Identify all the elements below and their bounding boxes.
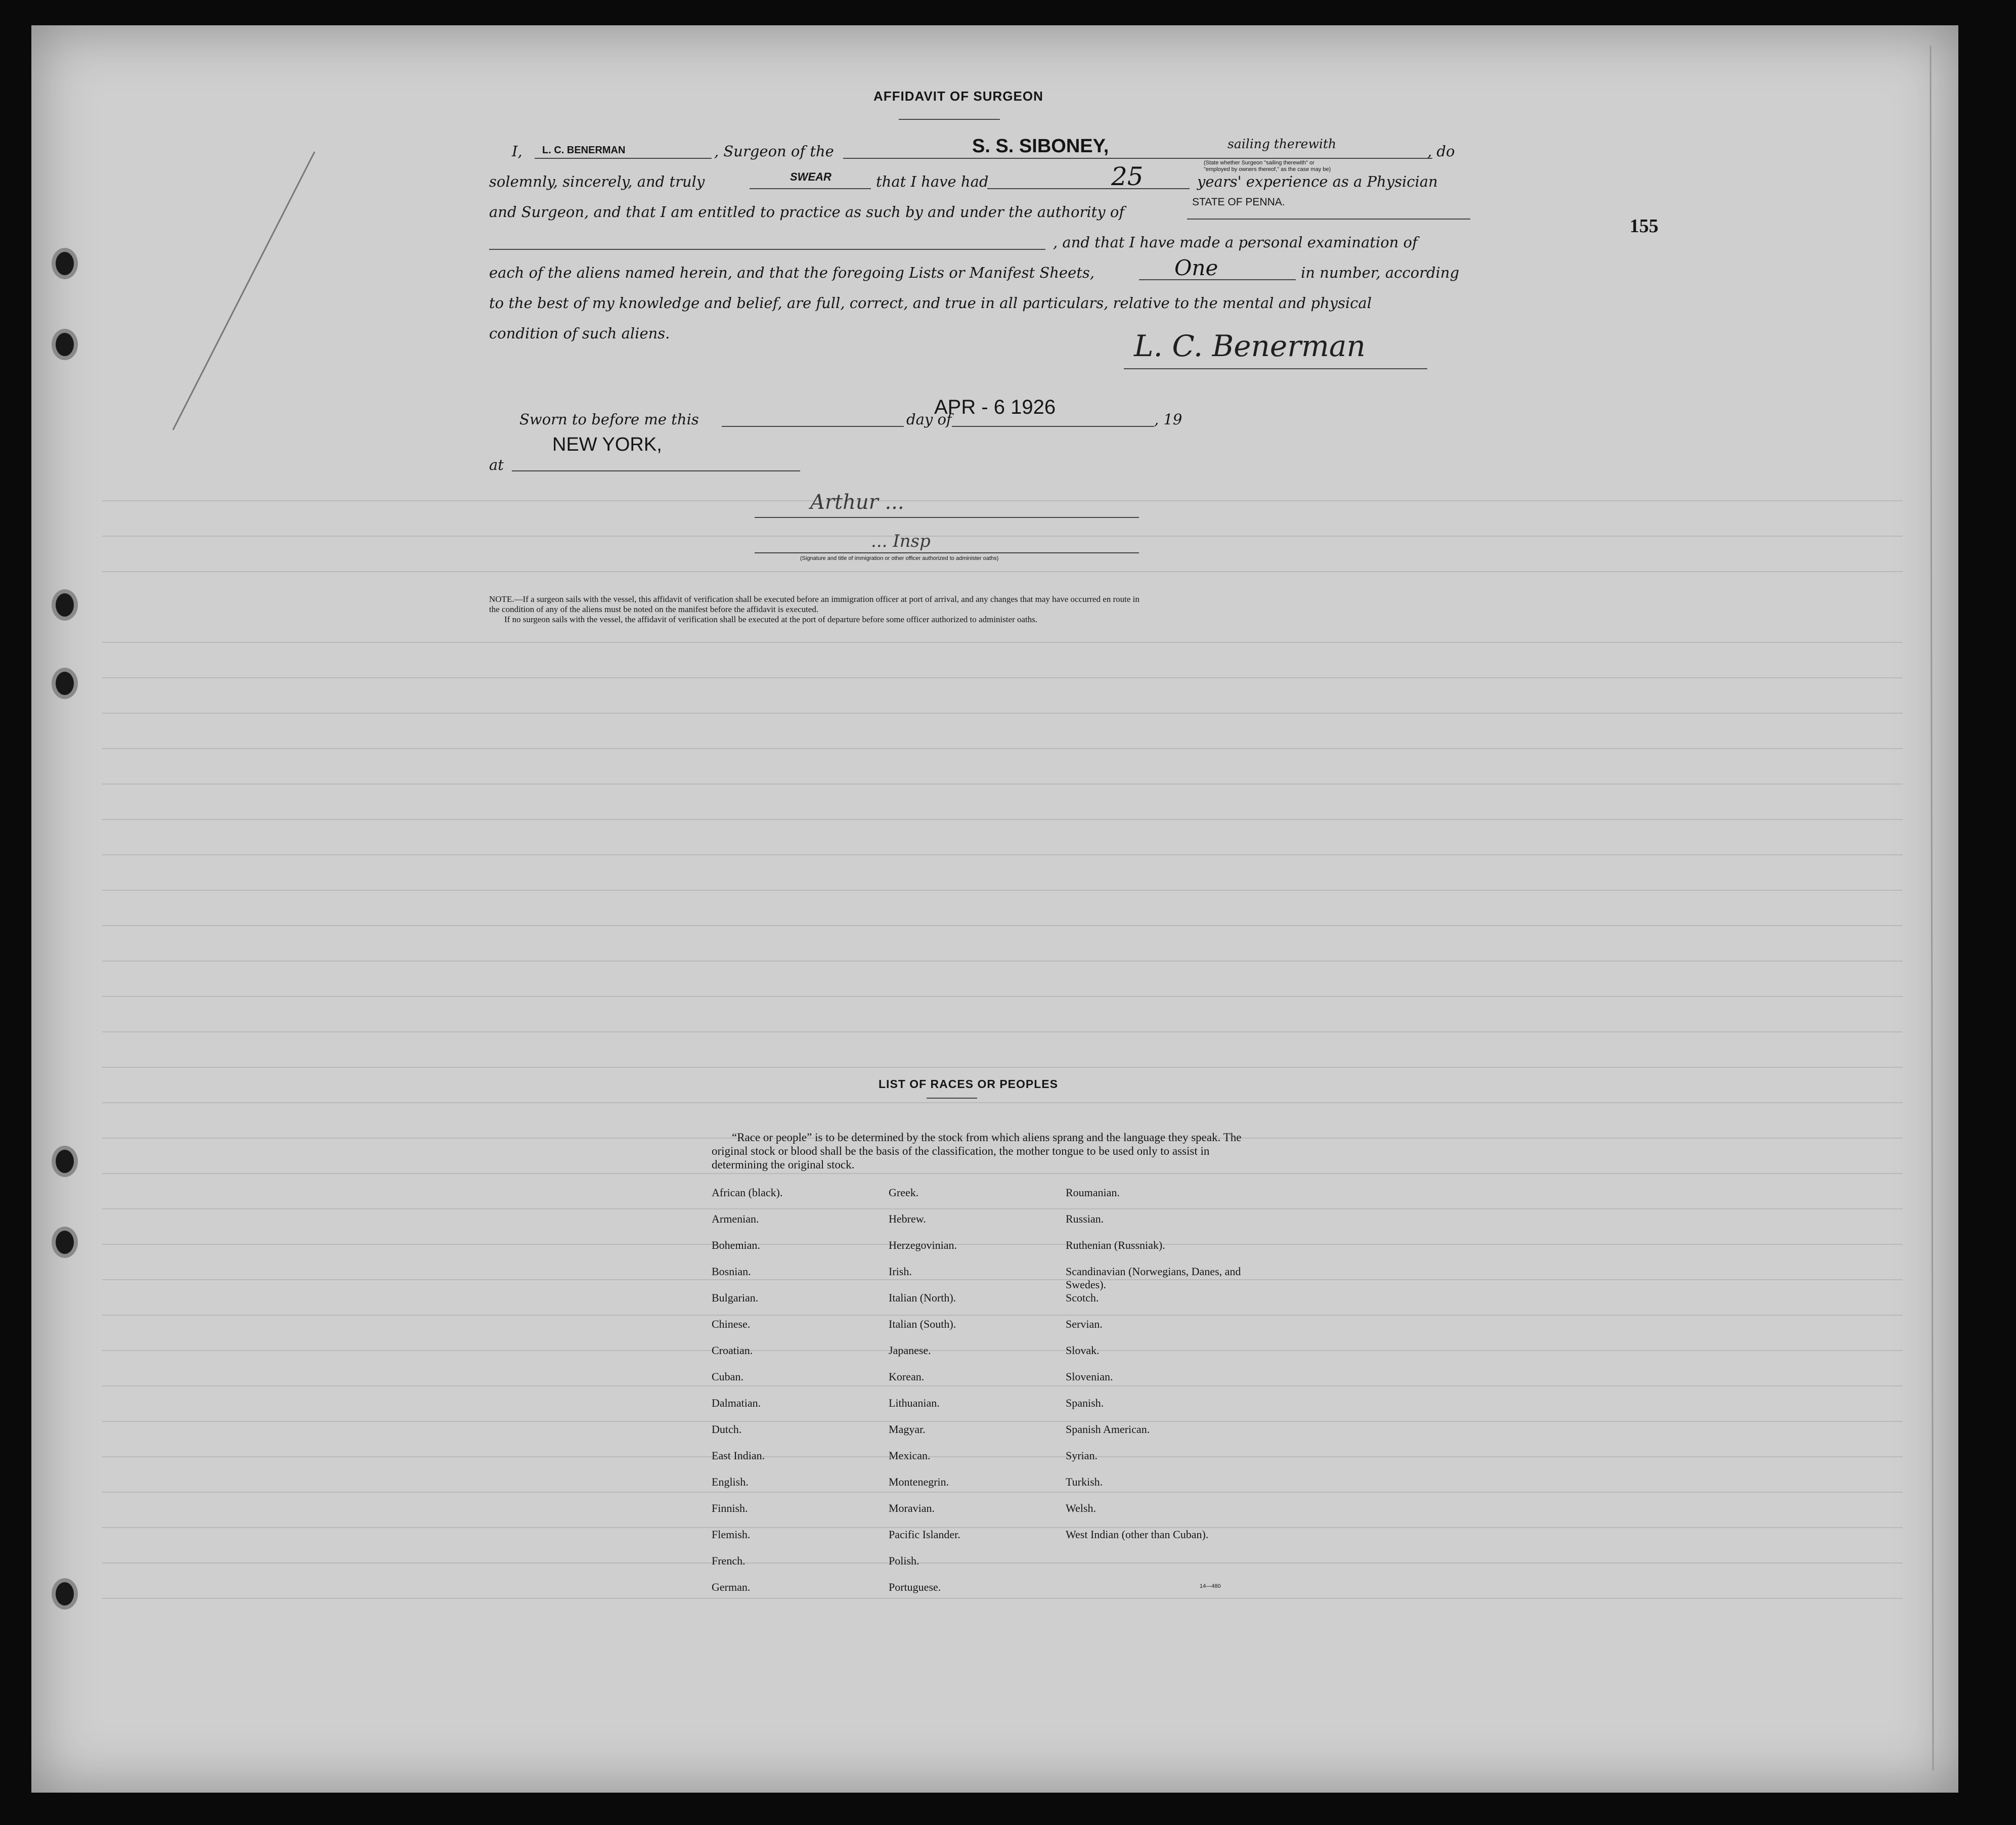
race-entry: West Indian (other than Cuban).: [1066, 1528, 1209, 1541]
race-entry: Turkish.: [1066, 1475, 1103, 1488]
surgeon-status: sailing therewith: [1228, 137, 1337, 151]
fill-line: [722, 426, 904, 427]
race-entry: Scotch.: [1066, 1291, 1099, 1304]
affidavit-text: , Surgeon of the: [714, 143, 834, 160]
title-rule: [927, 1098, 977, 1099]
race-entry: Portuguese.: [889, 1581, 941, 1593]
fill-line: [843, 158, 1207, 159]
state-note: (State whether Surgeon "sailing therewith" or "employed by owners thereof," as the case may be): [1204, 160, 1331, 172]
oath-word: SWEAR: [790, 170, 831, 183]
manifest-sheet: [31, 25, 1958, 1793]
race-entry: Scandinavian (Norwegians, Danes, and Swedes).: [1066, 1265, 1241, 1291]
race-entry: Moravian.: [889, 1502, 935, 1514]
note-line-2: the condition of any of the aliens must be noted on the manifest before the affidavit is executed.: [489, 604, 819, 614]
affidavit-text: that I have had: [876, 173, 989, 190]
affidavit-text: and Surgeon, and that I am entitled to practice as such by and under the authority of: [489, 203, 1125, 221]
fill-line: [489, 249, 1045, 250]
race-entry: Korean.: [889, 1370, 925, 1383]
race-entry: Bohemian.: [712, 1239, 760, 1251]
affidavit-text: each of the aliens named herein, and that the foregoing Lists or Manifest Sheets,: [489, 264, 1095, 281]
affidavit-title: AFFIDAVIT OF SURGEON: [873, 89, 1043, 104]
race-entry: Russian.: [1066, 1212, 1104, 1225]
affidavit-text: , and that I have made a personal examination of: [1053, 234, 1418, 251]
race-entry: Slovenian.: [1066, 1370, 1113, 1383]
races-intro: “Race or people” is to be determined by the stock from which aliens sprang and the language they speak. The original stock or blood shall be the basis of the classification, the mother tongue to be used only to assist in determining the original stock.: [712, 1131, 1242, 1171]
note-line-3: If no surgeon sails with the vessel, the affidavit of verification shall be executed at the port of departure before some officer authorized to administer oaths.: [504, 615, 1038, 624]
form-number: 14—480: [1200, 1583, 1221, 1589]
race-entry: Armenian.: [712, 1212, 759, 1225]
race-entry: Croatian.: [712, 1344, 753, 1357]
fill-line: [1187, 219, 1470, 220]
title-rule: [899, 119, 1000, 120]
race-entry: Slovak.: [1066, 1344, 1100, 1357]
race-entry: Roumanian.: [1066, 1186, 1120, 1199]
race-entry: German.: [712, 1581, 751, 1593]
race-entry: Spanish.: [1066, 1397, 1104, 1409]
sworn-text: Sworn to before me this: [519, 411, 699, 428]
fill-line: [952, 426, 1154, 427]
race-entry: Servian.: [1066, 1318, 1103, 1330]
manifest-sheet-count: One: [1174, 255, 1218, 280]
race-entry: Italian (North).: [889, 1291, 956, 1304]
race-entry: Flemish.: [712, 1528, 751, 1541]
surgeon-name: L. C. BENERMAN: [542, 145, 626, 156]
page-number: 155: [1630, 215, 1658, 237]
officer-caption: (Signature and title of immigration or other officer authorized to administer oaths): [800, 555, 999, 561]
fill-line: [755, 517, 1139, 518]
races-title: LIST OF RACES OR PEOPLES: [879, 1077, 1058, 1091]
race-entry: Lithuanian.: [889, 1397, 940, 1409]
race-entry: Bosnian.: [712, 1265, 751, 1278]
race-entry: Spanish American.: [1066, 1423, 1150, 1436]
ship-name: S. S. SIBONEY,: [972, 136, 1109, 157]
affidavit-text: , do: [1427, 143, 1455, 160]
races-column-2: [889, 1186, 1050, 1593]
fill-line: [987, 188, 1190, 189]
race-entry: Magyar.: [889, 1423, 926, 1436]
sworn-date: APR - 6 1926: [934, 396, 1056, 418]
affidavit-text: in number, according: [1301, 264, 1460, 281]
race-entry: Mexican.: [889, 1449, 931, 1462]
fill-line: [755, 552, 1139, 553]
races-column-1: [712, 1186, 873, 1593]
affidavit-text: condition of such aliens.: [489, 325, 670, 342]
race-entry: Hebrew.: [889, 1212, 926, 1225]
race-entry: East Indian.: [712, 1449, 765, 1462]
race-entry: Bulgarian.: [712, 1291, 759, 1304]
races-column-3: [1066, 1186, 1263, 1581]
fill-line: [750, 188, 871, 189]
signature-line: [1124, 368, 1427, 369]
race-entry: Montenegrin.: [889, 1475, 949, 1488]
race-entry: Pacific Islander.: [889, 1528, 960, 1541]
race-entry: English.: [712, 1475, 749, 1488]
race-entry: Irish.: [889, 1265, 912, 1278]
officer-title: ... Insp: [871, 531, 931, 551]
race-entry: French.: [712, 1554, 746, 1567]
sworn-text: at: [489, 456, 504, 473]
practice-authority: STATE OF PENNA.: [1192, 196, 1285, 208]
sworn-text: , 19: [1154, 411, 1182, 428]
race-entry: Japanese.: [889, 1344, 931, 1357]
race-entry: Welsh.: [1066, 1502, 1096, 1514]
fill-line: [1200, 158, 1432, 159]
race-entry: Herzegovinian.: [889, 1239, 957, 1251]
affidavit-text: years' experience as a Physician: [1197, 173, 1438, 190]
race-entry: African (black).: [712, 1186, 783, 1199]
race-entry: Chinese.: [712, 1318, 751, 1330]
officer-signature: Arthur ...: [810, 491, 904, 514]
race-entry: Syrian.: [1066, 1449, 1098, 1462]
race-entry: Finnish.: [712, 1502, 748, 1514]
race-entry: Ruthenian (Russniak).: [1066, 1239, 1165, 1251]
race-entry: Italian (South).: [889, 1318, 956, 1330]
race-entry: Greek.: [889, 1186, 919, 1199]
affidavit-text: solemnly, sincerely, and truly: [489, 173, 705, 190]
race-entry: Dalmatian.: [712, 1397, 761, 1409]
race-entry: Dutch.: [712, 1423, 742, 1436]
fill-line: [535, 158, 712, 159]
fill-line: [512, 470, 800, 471]
race-entry: Cuban.: [712, 1370, 743, 1383]
note-line-1: NOTE.—If a surgeon sails with the vessel, this affidavit of verification shall be executed before an immigration officer at port of arrival, and any changes that may have occurred en route in: [489, 594, 1140, 604]
sworn-text: day of: [906, 411, 952, 428]
sworn-place: NEW YORK,: [552, 434, 662, 455]
race-entry: Polish.: [889, 1554, 919, 1567]
surgeon-signature: L. C. Benerman: [1134, 329, 1366, 363]
affidavit-text: I,: [512, 143, 522, 160]
years-experience: 25: [1111, 162, 1144, 191]
affidavit-text: to the best of my knowledge and belief, are full, correct, and true in all particulars, relative to the mental and physical: [489, 294, 1372, 312]
